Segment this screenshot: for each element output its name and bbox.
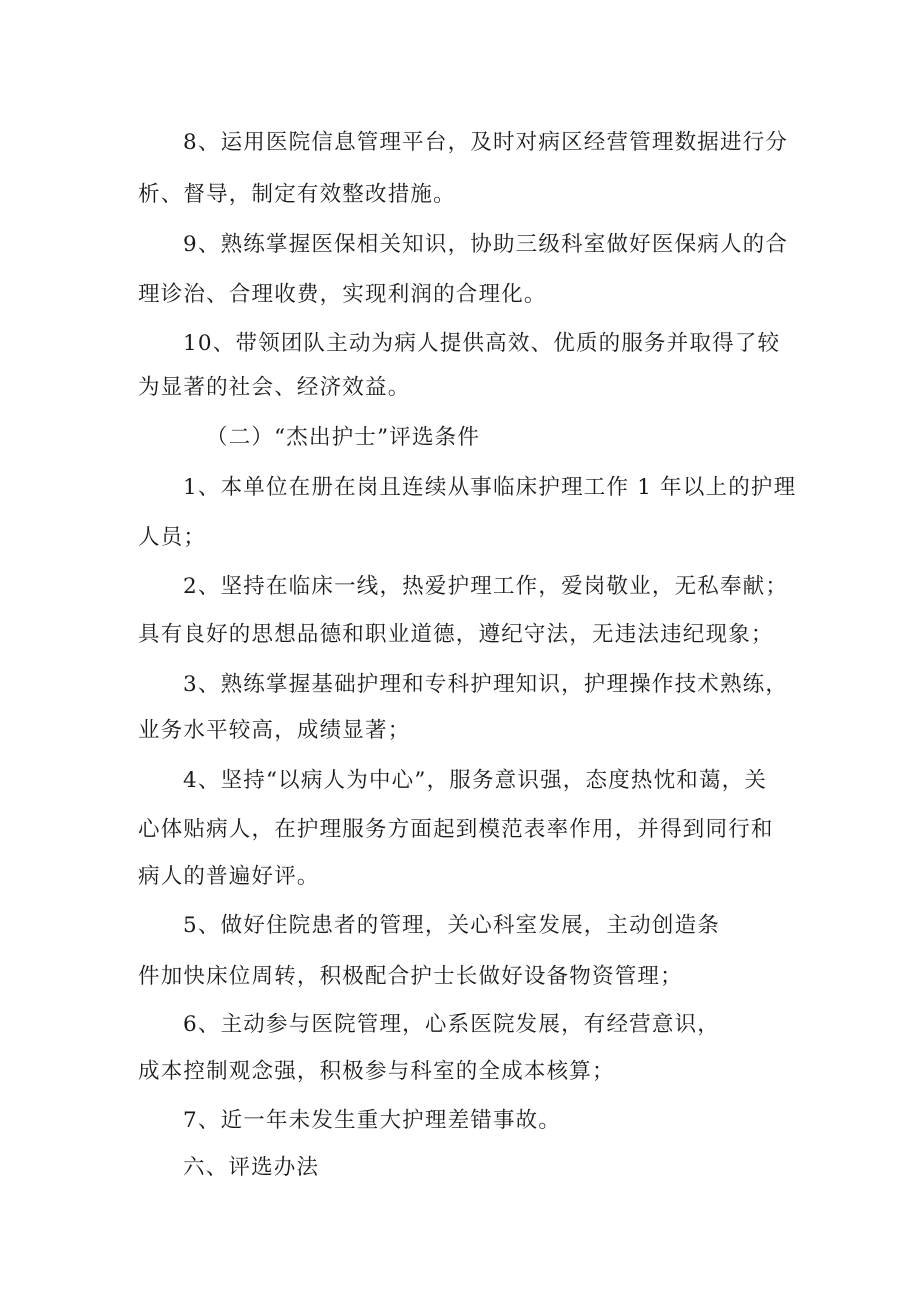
text-line: 理诊治、合理收费，实现利润的合理化。 bbox=[138, 282, 547, 307]
text-line: 9、熟练掌握医保相关知识，协助三级科室做好医保病人的合 bbox=[183, 232, 789, 257]
text-line: 3、熟练掌握基础护理和专科护理知识，护理操作技术熟练， bbox=[183, 672, 789, 697]
text-line: 病人的普遍好评。 bbox=[138, 864, 320, 889]
text-line: 8、运用医院信息管理平台，及时对病区经营管理数据进行分 bbox=[183, 130, 789, 155]
text-line: 为显著的社会、经济效益。 bbox=[138, 375, 411, 400]
text-line: 2、坚持在临床一线，热爱护理工作，爱岗敬业，无私奉献； bbox=[183, 574, 789, 599]
text-line: 心体贴病人，在护理服务方面起到模范表率作用，并得到同行和 bbox=[138, 817, 774, 842]
text-line: 6、主动参与医院管理，心系医院发展，有经营意识， bbox=[183, 1012, 720, 1037]
text-line: 业务水平较高，成绩显著； bbox=[138, 718, 411, 743]
text-line: 具有良好的思想品德和职业道德，遵纪守法，无违法违纪现象； bbox=[138, 622, 774, 647]
section-heading: （二）“杰出护士”评选条件 bbox=[206, 425, 481, 450]
text-line: 件加快床位周转，积极配合护士长做好设备物资管理； bbox=[138, 964, 683, 989]
text-line: 析、督导，制定有效整改措施。 bbox=[138, 182, 456, 207]
text-line: 4、坚持“以病人为中心”，服务意识强，态度热忱和蔼，关 bbox=[183, 768, 768, 793]
text-line: 5、做好住院患者的管理，关心科室发展，主动创造条 bbox=[183, 913, 720, 938]
text-line: 7、近一年未发生重大护理差错事故。 bbox=[183, 1108, 562, 1133]
text-line: 成本控制观念强，积极参与科室的全成本核算； bbox=[138, 1059, 615, 1084]
text-line: 1、本单位在册在岗且连续从事临床护理工作 1 年以上的护理 bbox=[183, 475, 797, 500]
section-heading: 六、评选办法 bbox=[183, 1155, 320, 1180]
text-line: 10、带领团队主动为病人提供高效、优质的服务并取得了较 bbox=[183, 331, 781, 356]
text-line: 人员； bbox=[138, 525, 207, 550]
